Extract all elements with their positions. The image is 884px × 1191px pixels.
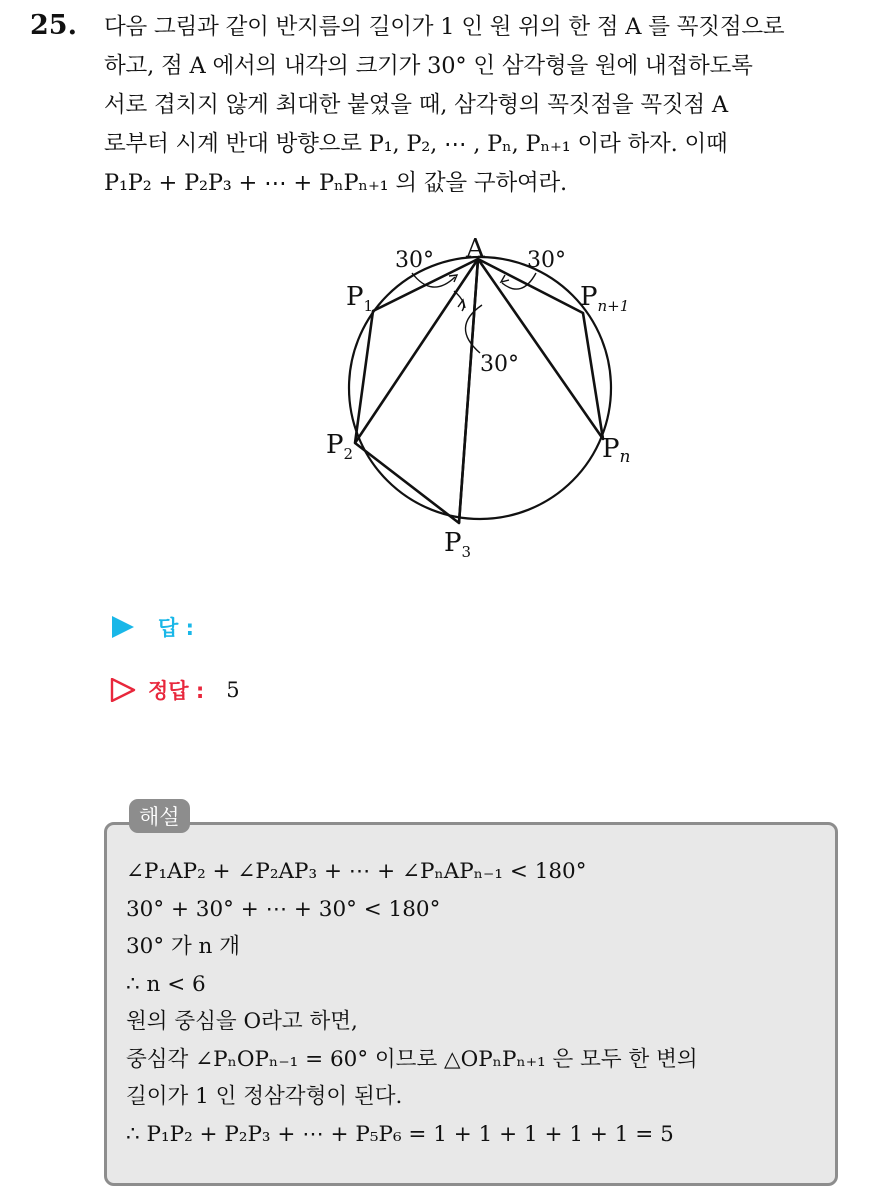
inscribed-triangles-figure bbox=[300, 225, 660, 565]
label-pn: Pn bbox=[602, 434, 631, 467]
angle-label-middle: 30° bbox=[480, 352, 519, 377]
circle bbox=[349, 257, 611, 519]
solution-line-2: 30° + 30° + ⋯ + 30° < 180° bbox=[126, 896, 441, 922]
answer-prompt-row bbox=[110, 612, 194, 642]
solution-line-8: ∴ P₁P₂ + P₂P₃ + ⋯ + P₅P₆ = 1 + 1 + 1 + 1 + 1 = 5 bbox=[126, 1121, 674, 1147]
solution-line-5: 원의 중심을 O라고 하면, bbox=[126, 1009, 358, 1034]
correct-answer-value: 5 bbox=[226, 678, 240, 702]
correct-answer-label: 정답 : bbox=[148, 679, 205, 703]
correct-answer-row bbox=[110, 675, 240, 705]
label-a: A bbox=[466, 234, 485, 264]
angle-label-left: 30° bbox=[395, 248, 434, 273]
play-filled-icon bbox=[110, 615, 136, 639]
solution-line-7: 길이가 1 인 정삼각형이 된다. bbox=[126, 1084, 403, 1109]
label-p1: $P_1$ bbox=[346, 282, 374, 315]
diagonal-a-p2 bbox=[355, 259, 478, 443]
question-line-3: 서로 겹치지 않게 최대한 붙였을 때, 삼각형의 꼭짓점을 꼭짓점 A bbox=[104, 92, 728, 118]
solution-line-3: 30° 가 n 개 bbox=[126, 934, 240, 959]
answer-prompt-label: 답 : bbox=[158, 616, 194, 640]
question-line-5: P₁P₂ + P₂P₃ + ⋯ + PₙPₙ₊₁ 의 값을 구하여라. bbox=[104, 170, 568, 196]
solution-line-1: ∠P₁AP₂ + ∠P₂AP₃ + ⋯ + ∠PₙAPₙ₋₁ < 180° bbox=[126, 859, 587, 884]
question-line-2: 하고, 점 A 에서의 내각의 크기가 30° 인 삼각형을 원에 내접하도록 bbox=[104, 53, 753, 79]
question-number: 25. bbox=[30, 10, 77, 41]
solution-line-4: ∴ n < 6 bbox=[126, 971, 206, 997]
arrow-right-icon bbox=[501, 275, 509, 282]
question-line-4: 로부터 시계 반대 방향으로 P₁, P₂, ⋯ , Pₙ, Pₙ₊₁ 이라 하자. 이때 bbox=[104, 131, 728, 157]
solution-line-6: 중심각 ∠PₙOPₙ₋₁ = 60° 이므로 △OPₙPₙ₊₁ 은 모두 한 변의 bbox=[126, 1046, 698, 1072]
angle-label-right: 30° bbox=[527, 248, 566, 273]
solution-text bbox=[126, 853, 698, 1153]
label-p2: $P_2$ bbox=[326, 430, 354, 463]
question-line-1: 다음 그림과 같이 반지름의 길이가 1 인 원 위의 한 점 A 를 꼭짓점으로 bbox=[104, 14, 785, 40]
label-p3: $P_3$ bbox=[444, 528, 472, 561]
play-outline-icon bbox=[110, 678, 136, 702]
solution-tag: 해설 bbox=[129, 799, 190, 833]
label-pn1: $P_{n+1}$ bbox=[580, 282, 630, 315]
left-polygon-edges bbox=[355, 259, 478, 523]
question-text bbox=[104, 8, 864, 203]
